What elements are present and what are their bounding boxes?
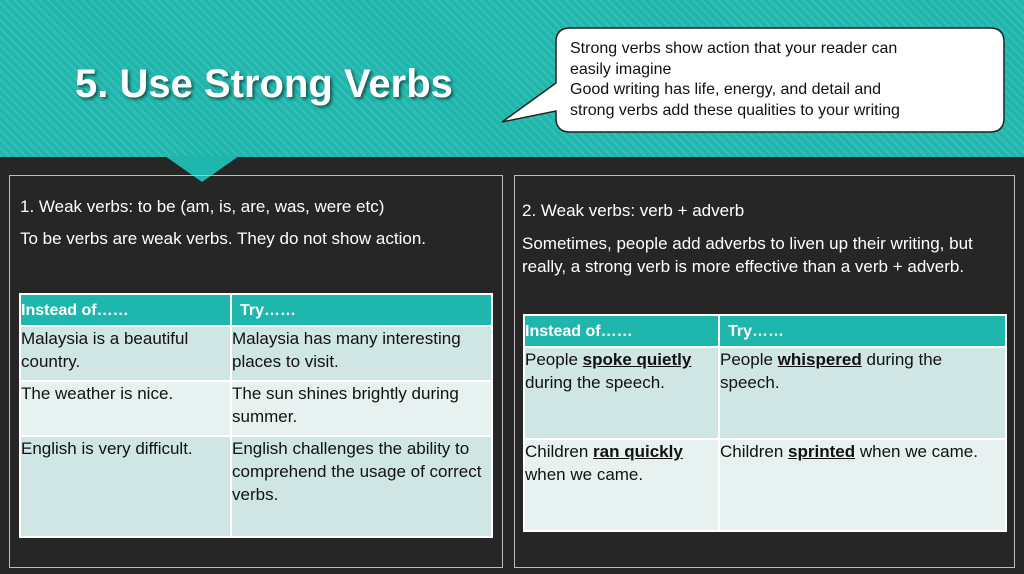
cell-text: during the speech. [720, 350, 943, 392]
left-comparison-table [19, 293, 493, 538]
table-row [20, 436, 492, 537]
left-description: To be verbs are weak verbs. They do not show action. [20, 229, 427, 248]
callout-line: strong verbs add these qualities to your writing [570, 101, 900, 119]
cell-text: during the speech. [525, 373, 665, 392]
right-comparison-table [523, 314, 1007, 532]
strong-verb: sprinted [788, 442, 856, 461]
cell-instead [524, 439, 719, 531]
callout-line: easily imagine [570, 60, 672, 78]
cell-instead: Malaysia is a beautiful country. [20, 326, 231, 381]
table-row [20, 381, 492, 436]
cell-instead [524, 347, 719, 439]
cell-try [719, 439, 1006, 531]
cell-instead: The weather is nice. [20, 381, 231, 436]
cell-text: People [525, 350, 583, 369]
weak-verb-phrase: ran quickly [593, 442, 683, 461]
slide-title: 5. Use Strong Verbs [75, 62, 453, 106]
cell-text: when we came. [855, 442, 978, 461]
left-heading: 1. Weak verbs: to be (am, is, are, was, were etc) [20, 197, 385, 216]
right-heading: 2. Weak verbs: verb + adverb [522, 201, 745, 220]
cell-text: Children [720, 442, 789, 461]
weak-verb-phrase: spoke quietly [582, 350, 692, 369]
header-instead-of: Instead of…… [524, 315, 719, 347]
header-try: Try…… [719, 315, 1006, 347]
cell-instead: English is very difficult. [20, 436, 231, 537]
right-description: Sometimes, people add adverbs to liven up their writing, but really, a strong verb is more effective than a verb + adverb. [522, 234, 973, 276]
cell-text: Children [525, 442, 594, 461]
table-row [20, 326, 492, 381]
header-try: Try…… [231, 294, 492, 326]
table-row [524, 439, 1006, 531]
table-header-row [524, 315, 1006, 347]
callout-text [570, 39, 990, 121]
callout-line: Good writing has life, energy, and detail and [570, 81, 882, 98]
header-instead-of: Instead of…… [20, 294, 231, 326]
cell-try: English challenges the ability to comprehend the usage of correct verbs. [231, 436, 492, 537]
cell-try: Malaysia has many interesting places to visit. [231, 326, 492, 381]
cell-text: People [720, 350, 778, 369]
cell-try [719, 347, 1006, 439]
callout-line: Strong verbs show action that your reader can [570, 40, 898, 57]
table-header-row [20, 294, 492, 326]
strong-verb: whispered [777, 350, 862, 369]
table-row [524, 347, 1006, 439]
cell-text: when we came. [525, 465, 644, 484]
cell-try: The sun shines brightly during summer. [231, 381, 492, 436]
